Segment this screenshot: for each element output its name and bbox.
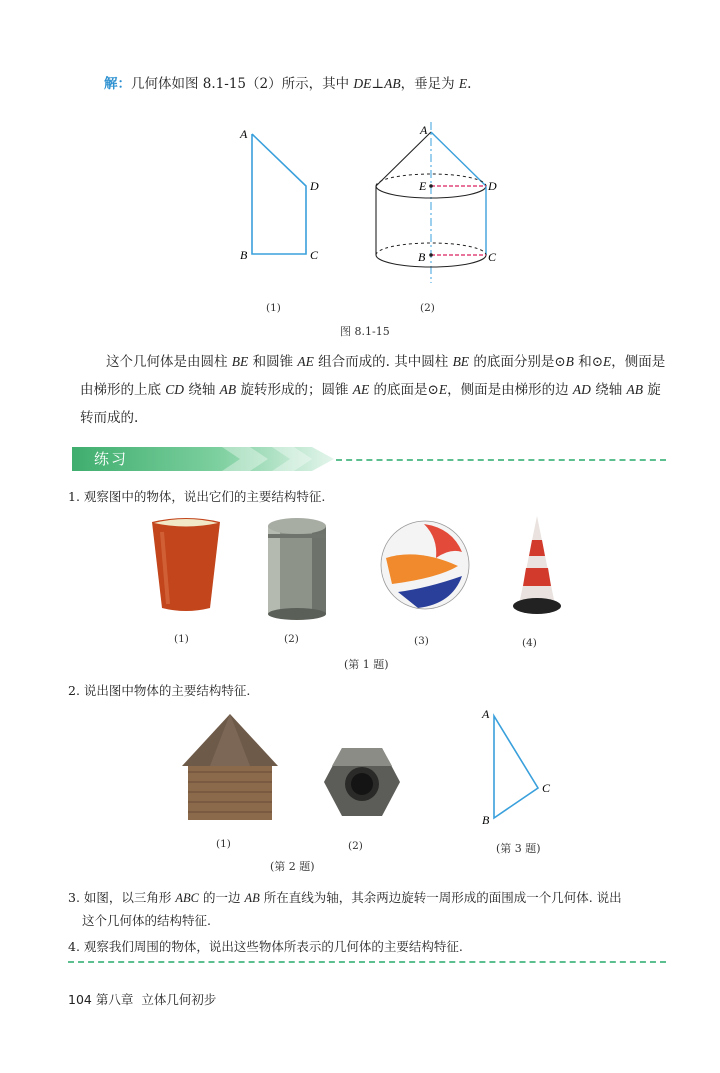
point-e-label: E bbox=[419, 179, 427, 193]
question-3: 3. 如图，以三角形 ABC 的一边 AB 所在直线为轴，其余两边旋转一周形成的面围成一个几何体. 说出 bbox=[68, 890, 622, 905]
point-b-label: B bbox=[482, 813, 490, 827]
q2-caption: (第 2 题) bbox=[270, 860, 315, 873]
q1-caption: (第 1 题) bbox=[344, 658, 389, 671]
point-b-label: B bbox=[418, 250, 426, 264]
fig-sublabel-2: (2) bbox=[420, 302, 435, 314]
point-a-label: A bbox=[420, 123, 428, 137]
point-b-label: B bbox=[240, 248, 248, 262]
solution-label: 解： bbox=[104, 76, 131, 92]
point-c-label: C bbox=[488, 250, 497, 264]
header-dash-divider bbox=[336, 459, 666, 461]
fig-sublabel-1: (1) bbox=[266, 302, 281, 314]
exercise-title: 练习 bbox=[94, 450, 129, 468]
explanation-paragraph: 这个几何体是由圆柱 BE 和圆锥 AE 组合而成的. 其中圆柱 BE 的底面分别是⊙B 和⊙E，侧面是由梯形的上底 CD 绕轴 AB 旋转形成的；圆锥 AE 的底面是⊙E，侧面是由梯形的边 AD 绕轴 AB 旋转而成的. bbox=[80, 354, 666, 426]
q2-label-2: (2) bbox=[348, 840, 363, 852]
page-footer bbox=[68, 990, 216, 1008]
triangle-shape bbox=[494, 716, 538, 818]
q1-label-4: (4) bbox=[522, 637, 537, 649]
figure-caption: 图 8.1-15 bbox=[340, 325, 390, 338]
figure-triangle-abc bbox=[476, 700, 566, 830]
q2-label-1: (1) bbox=[216, 838, 231, 850]
page-number: 104 bbox=[68, 992, 92, 1007]
q3-caption: (第 3 题) bbox=[496, 842, 541, 855]
question-3-line-2: 这个几何体的结构特征. bbox=[82, 913, 211, 928]
point-d-label: D bbox=[488, 179, 497, 193]
photo-thatched-hut bbox=[180, 712, 280, 824]
question-1: 1. 观察图中的物体，说出它们的主要结构特征. bbox=[68, 489, 326, 504]
photo-traffic-cone bbox=[508, 514, 566, 618]
q1-label-1: (1) bbox=[174, 633, 189, 645]
photo-hex-nut bbox=[322, 744, 402, 820]
question-2: 2. 说出图中物体的主要结构特征. bbox=[68, 683, 251, 698]
chapter-title: 立体几何初步 bbox=[141, 992, 217, 1007]
figure-trapezoid bbox=[230, 118, 340, 278]
figure-cylinder-cone bbox=[360, 118, 510, 283]
question-4: 4. 观察我们周围的物体，说出这些物体所表示的几何体的主要结构特征. bbox=[68, 939, 463, 954]
point-c-label: C bbox=[310, 248, 319, 262]
point-c-label: C bbox=[542, 781, 551, 795]
trapezoid-shape bbox=[252, 134, 306, 254]
photo-cup bbox=[148, 516, 224, 616]
solution-line: 解：几何体如图 8.1-15（2）所示，其中 DE⊥AB，垂足为 E. bbox=[104, 76, 472, 92]
footer-dash-divider bbox=[68, 961, 666, 963]
point-d-label: D bbox=[310, 179, 319, 193]
chapter-number: 第八章 bbox=[95, 992, 134, 1007]
point-a-label: A bbox=[482, 707, 490, 721]
q1-label-3: (3) bbox=[414, 635, 429, 647]
photo-volleyball bbox=[378, 518, 472, 612]
point-a-label: A bbox=[240, 127, 248, 141]
photo-tin-can bbox=[262, 512, 332, 620]
q1-label-2: (2) bbox=[284, 633, 299, 645]
